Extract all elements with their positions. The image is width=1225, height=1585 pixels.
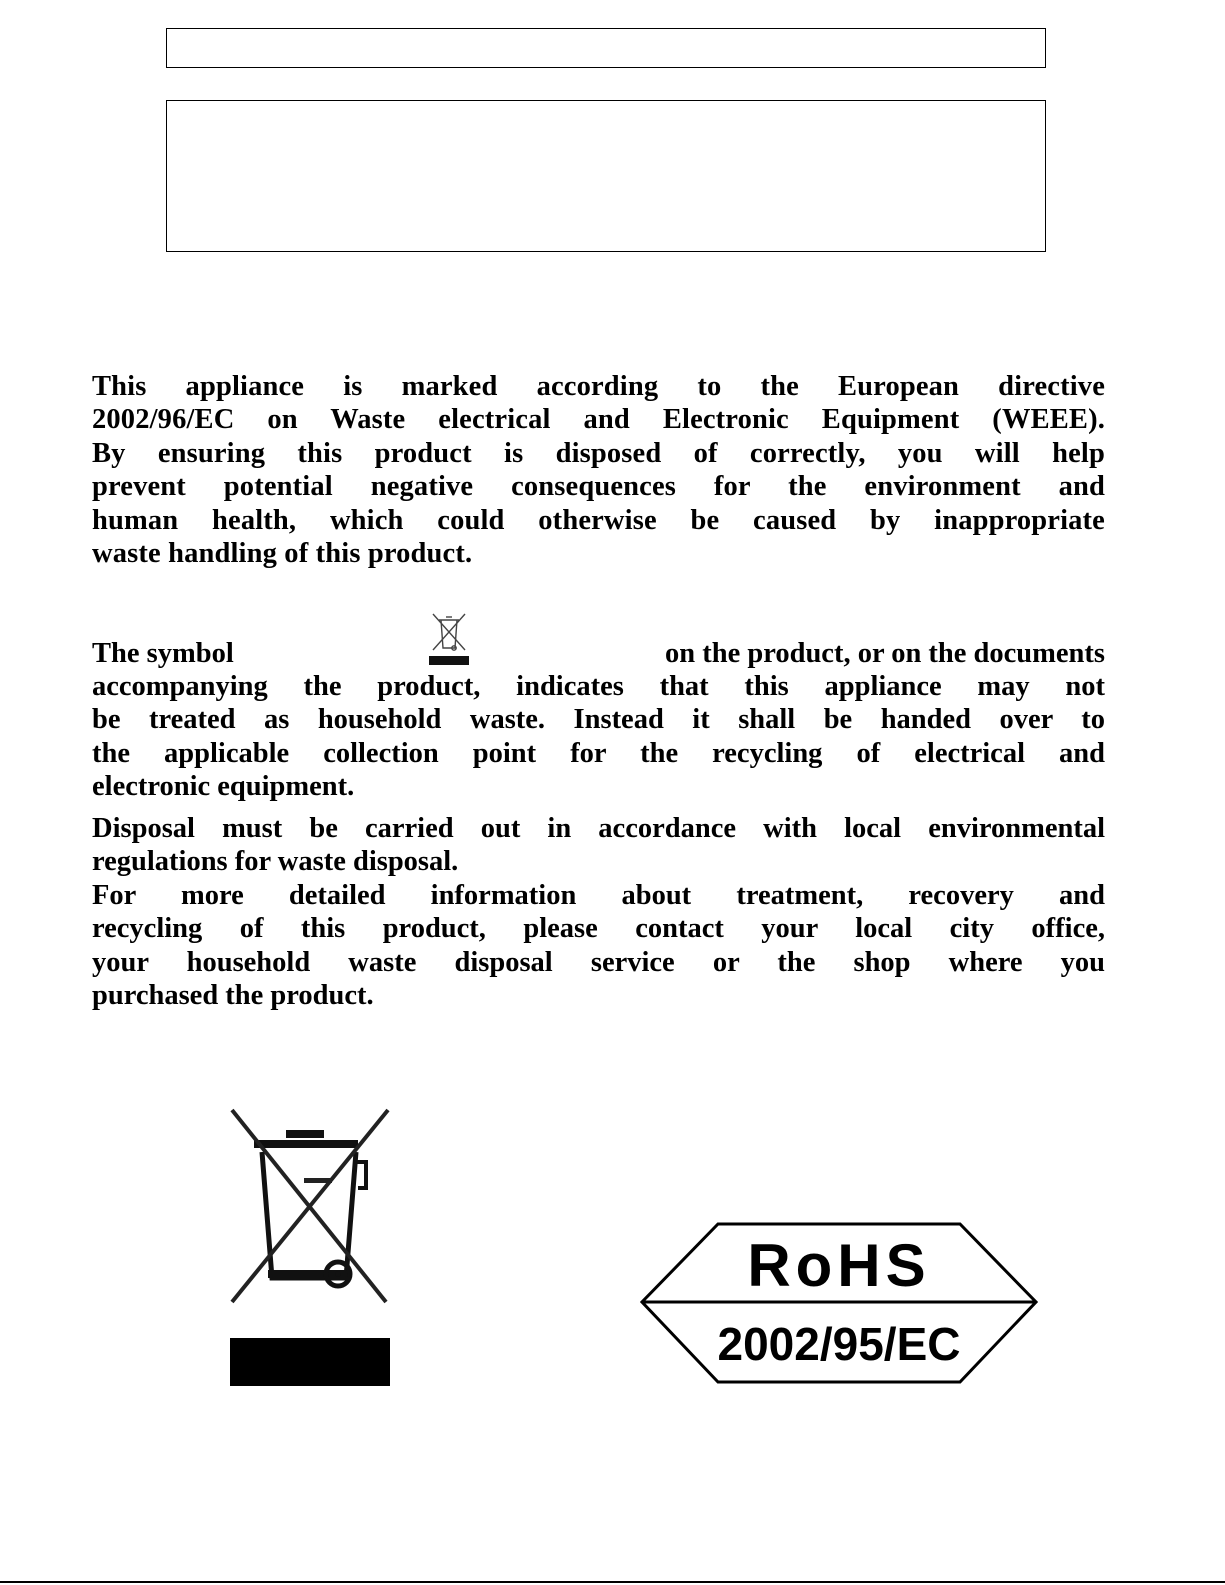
text-line: be treated as household waste. Instead it shall be handed over to (92, 704, 1105, 736)
text-line: recycling of this product, please contact your local city office, (92, 913, 1105, 945)
header-info-box (166, 100, 1046, 252)
text-line: electronic equipment. (92, 771, 355, 803)
crossed-out-bin-icon (427, 612, 471, 668)
text-line: waste handling of this product. (92, 538, 473, 570)
weee-paragraph-disposal (92, 812, 1105, 1012)
text-line: This appliance is marked according to the European directive (92, 371, 1105, 402)
text-line: By ensuring this product is disposed of correctly, you will help (92, 437, 1105, 469)
weee-bin-icon (228, 1106, 392, 1388)
symbol-line (92, 614, 1105, 670)
text-line: purchased the product. (92, 980, 374, 1012)
rohs-title: RoHS (747, 1232, 931, 1299)
text-line: the applicable collection point for the recycling of electrical and (92, 737, 1105, 769)
text-line: Disposal must be carried out in accordance with local environmental (92, 813, 1105, 844)
rohs-logo (640, 1222, 1038, 1384)
text-line: regulations for waste disposal. (92, 846, 459, 878)
text-line: prevent potential negative consequences for the environment and (92, 471, 1105, 503)
text-line: accompanying the product, indicates that this appliance may not (92, 671, 1105, 702)
symbol-suffix: on the product, or on the documents (665, 637, 1105, 669)
bottom-rule (0, 1581, 1225, 1583)
text-line: your household waste disposal service or the shop where you (92, 946, 1105, 978)
weee-paragraph-directive (92, 370, 1105, 570)
header-empty-box (166, 28, 1046, 68)
weee-paragraph-symbol (92, 614, 1105, 804)
text-line: For more detailed information about treatment, recovery and (92, 879, 1105, 911)
text-line: 2002/96/EC on Waste electrical and Electronic Equipment (WEEE). (92, 404, 1105, 436)
text-line: human health, which could otherwise be caused by inappropriate (92, 504, 1105, 536)
rohs-directive: 2002/95/EC (717, 1318, 961, 1370)
symbol-prefix: The symbol (92, 637, 234, 669)
